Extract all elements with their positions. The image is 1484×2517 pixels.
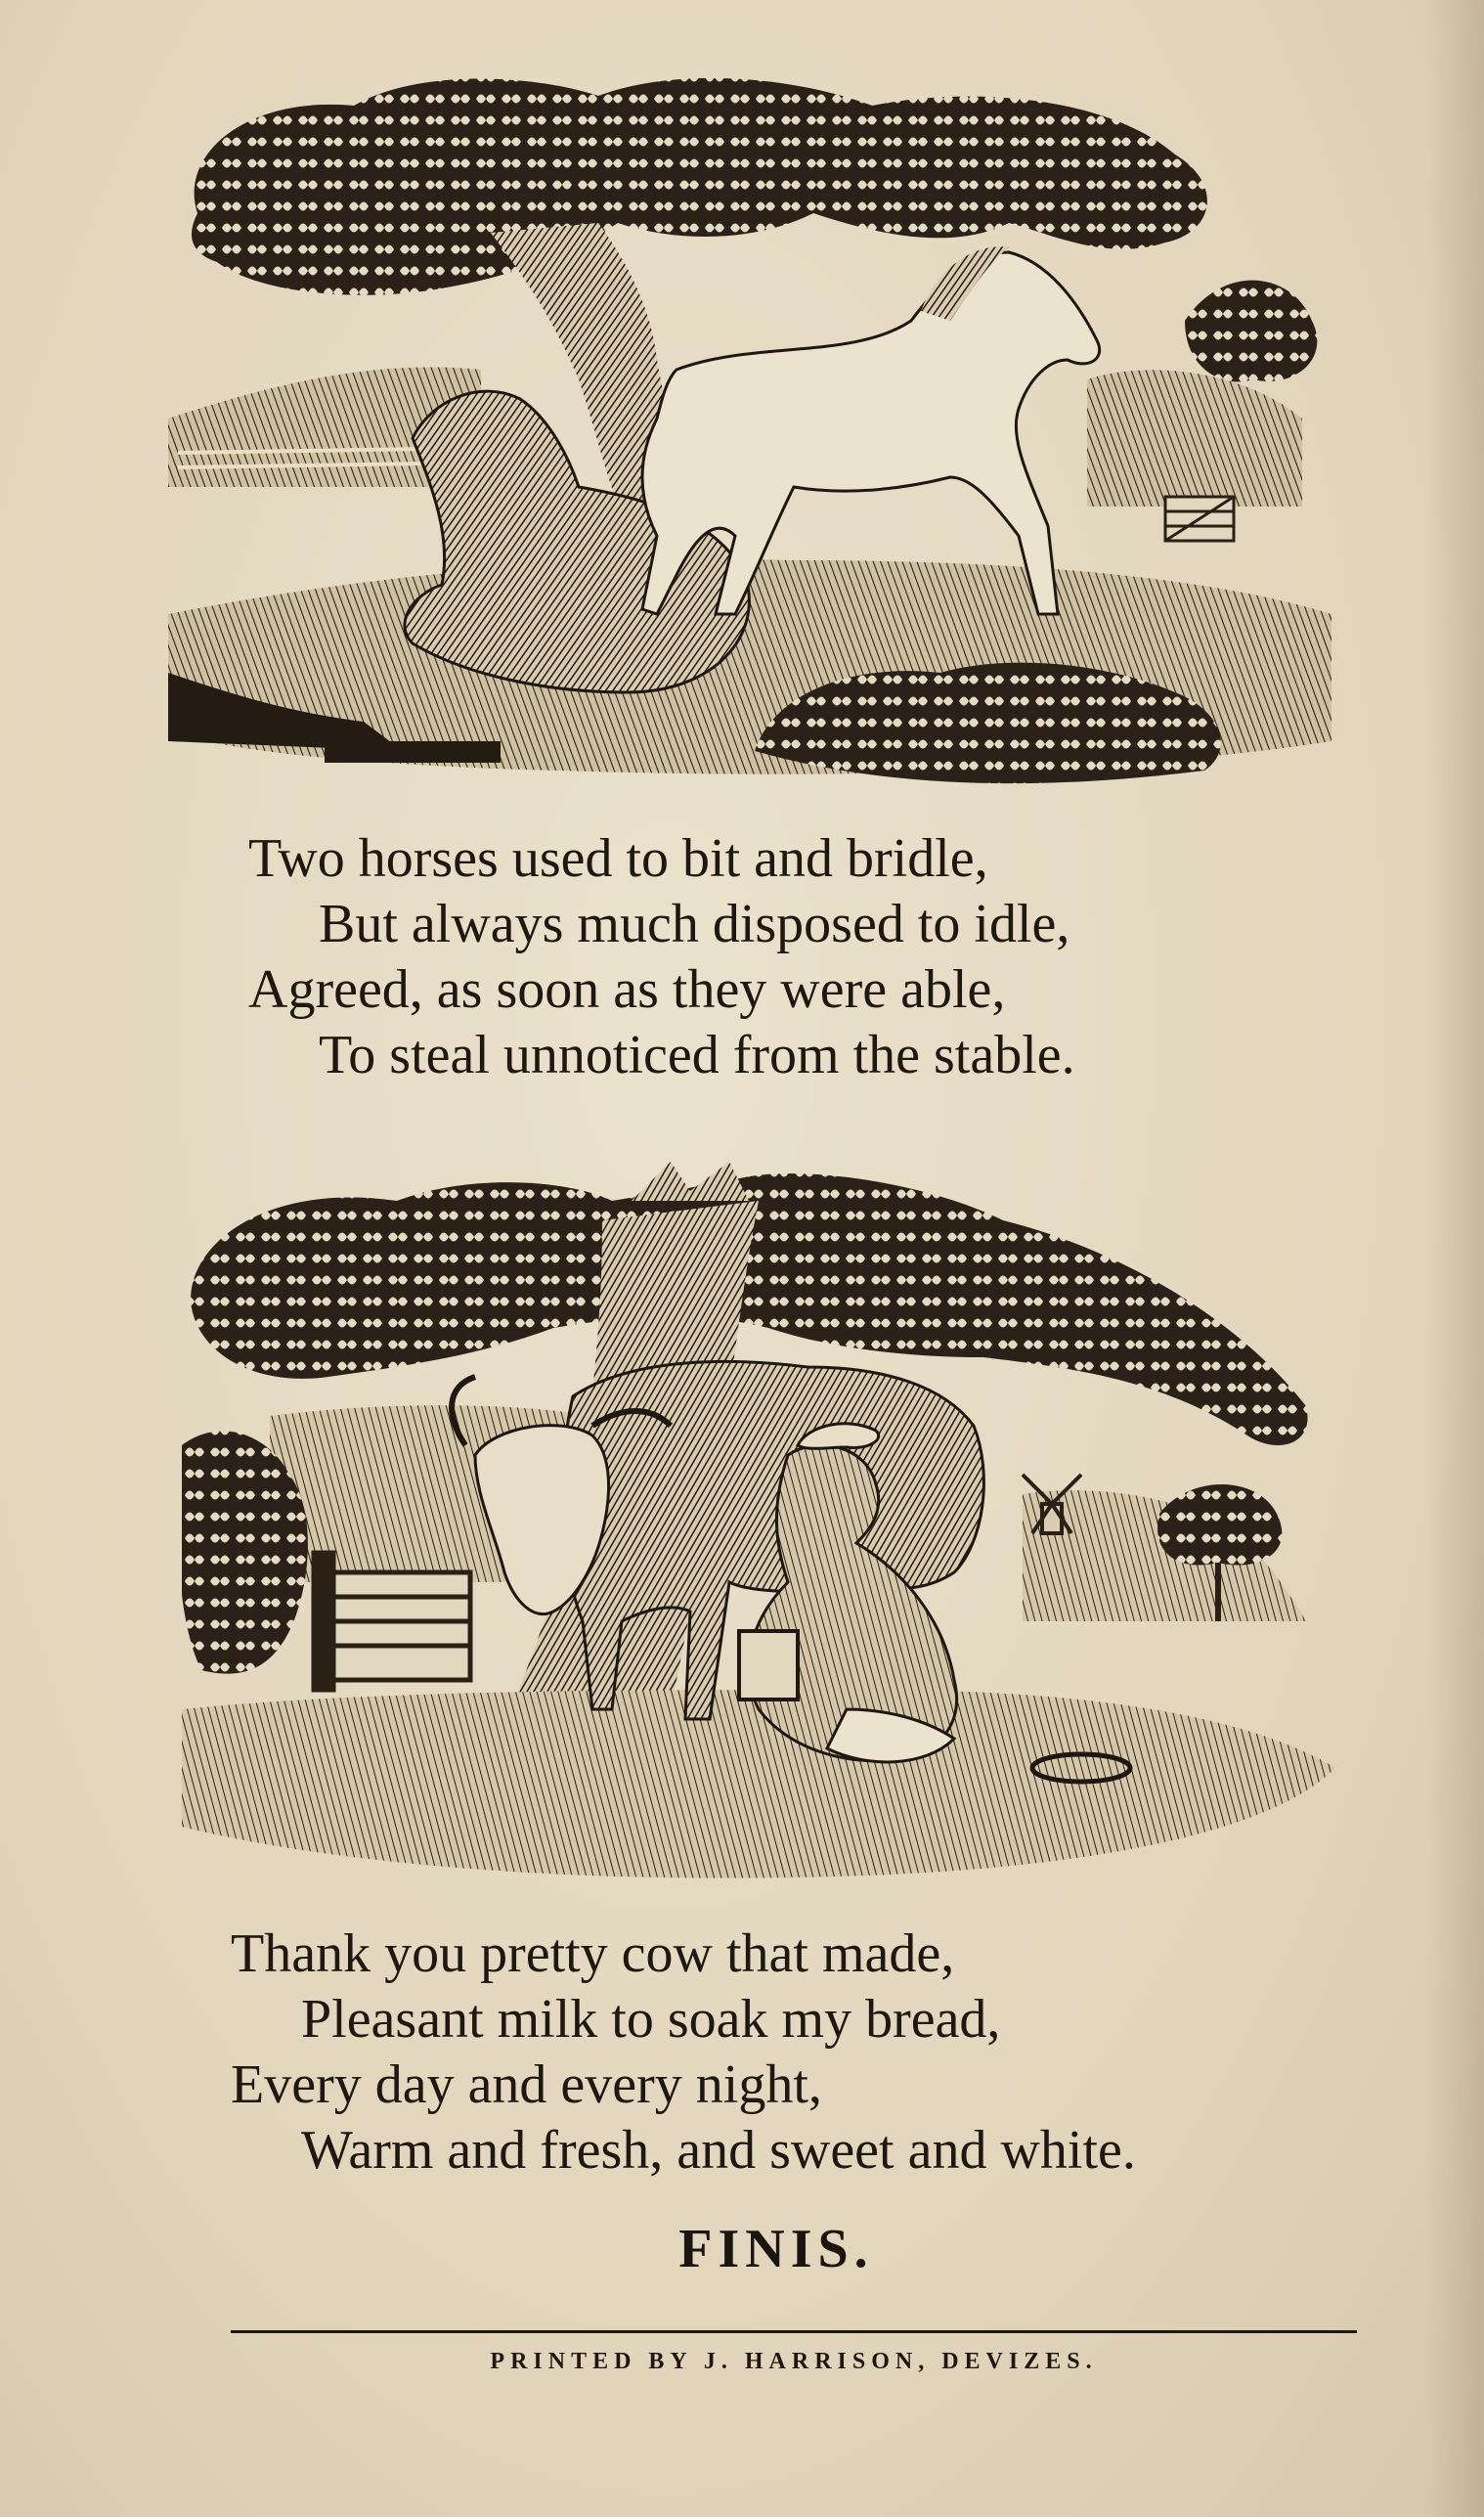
stanza-line: Thank you pretty cow that made, — [231, 1923, 955, 1984]
page-edge-shadow — [1425, 0, 1484, 2517]
milkmaid-cow-woodcut-icon — [182, 1162, 1335, 1885]
stanza-line: Agreed, as soon as they were able, — [248, 959, 1006, 1020]
stanza-line: Two horses used to bit and bridle, — [248, 828, 988, 889]
stanza-line: Every day and every night, — [231, 2054, 822, 2115]
stanza-horses — [248, 826, 1075, 1088]
stanza-line: Pleasant milk to soak my bread, — [301, 1989, 1001, 2050]
show-through-text — [293, 1085, 306, 1143]
stanza-line: To steal unnoticed from the stable. — [319, 1025, 1075, 1085]
divider-rule — [231, 2330, 1357, 2333]
horses-woodcut-icon — [168, 66, 1331, 800]
printer-imprint: PRINTED BY J. HARRISON, DEVIZES. — [490, 2349, 1098, 2374]
stanza-line: But always much disposed to idle, — [319, 894, 1070, 954]
finis-heading: FINIS. — [678, 2219, 874, 2279]
stanza-cow — [231, 1921, 1136, 2184]
stanza-line: Warm and fresh, and sweet and white. — [301, 2120, 1136, 2181]
